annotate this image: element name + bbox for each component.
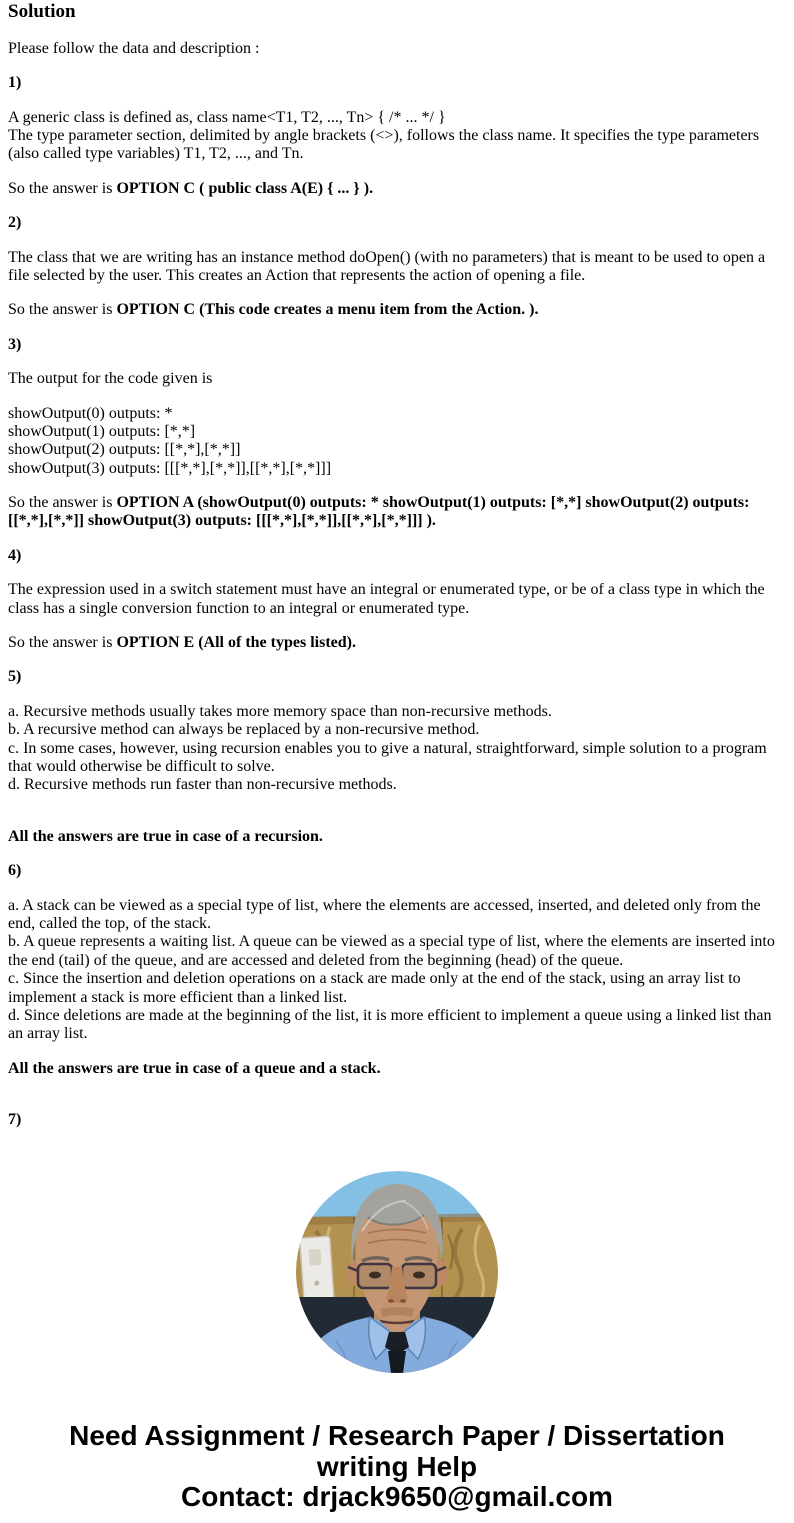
page-title: Solution bbox=[8, 1, 76, 22]
option-line: a. A stack can be viewed as a special type of list, where the elements are accessed, inserted, and deleted only from the end, called the top, of the stack. bbox=[8, 896, 761, 932]
output-line: showOutput(2) outputs: [[*,*],[*,*]] bbox=[8, 441, 241, 459]
answer-prefix: So the answer is bbox=[8, 301, 117, 319]
body-line: The expression used in a switch statement must have an integral or enumerated type, or be of a class type in which the class has a single conversion function to an integral or enumerated type. bbox=[8, 581, 765, 617]
footer-line-2: writing Help bbox=[316, 1450, 478, 1482]
section-2-body bbox=[8, 249, 786, 286]
solution-document bbox=[8, 0, 786, 1512]
footer-contact-line: Contact: drjack9650@gmail.com bbox=[181, 1480, 613, 1512]
section-1-body bbox=[8, 109, 786, 164]
option-line: b. A recursive method can always be replaced by a non-recursive method. bbox=[8, 721, 480, 739]
option-line: d. Recursive methods run faster than non-recursive methods. bbox=[8, 776, 397, 794]
output-line: showOutput(1) outputs: [*,*] bbox=[8, 422, 196, 440]
body-line: The type parameter section, delimited by angle brackets (<>), follows the class name. It specifies the type parameters (also called type variables) T1, T2, ..., and Tn. bbox=[8, 127, 760, 163]
section-4-body bbox=[8, 581, 786, 618]
section-3-intro: The output for the code given is bbox=[8, 370, 213, 388]
answer-prefix: So the answer is bbox=[8, 634, 117, 652]
section-6-options bbox=[8, 897, 786, 1044]
section-4-answer bbox=[8, 634, 786, 652]
section-5-options bbox=[8, 703, 786, 795]
output-line: showOutput(0) outputs: * bbox=[8, 404, 173, 422]
footer-line-1: Need Assignment / Research Paper / Dissertation bbox=[69, 1420, 725, 1452]
answer-prefix: So the answer is bbox=[8, 494, 117, 512]
option-line: c. In some cases, however, using recursion enables you to give a natural, straightforward, simple solution to a program that would otherwise be difficult to solve. bbox=[8, 739, 767, 775]
option-line: a. Recursive methods usually takes more memory space than non-recursive methods. bbox=[8, 702, 552, 720]
section-7-number: 7) bbox=[8, 1111, 22, 1129]
option-line: b. A queue represents a waiting list. A queue can be viewed as a special type of list, where the elements are inserted into the end (tail) of the queue, and are accessed and deleted from the beginning (head) of the queue. bbox=[8, 933, 775, 969]
section-5-conclusion: All the answers are true in case of a recursion. bbox=[8, 827, 323, 845]
answer-text: OPTION C ( public class A(E) { ... } ). bbox=[116, 179, 374, 197]
output-line: showOutput(3) outputs: [[[*,*],[*,*]],[[*,*],[*,*]]] bbox=[8, 459, 332, 477]
answer-prefix: So the answer is bbox=[8, 179, 117, 197]
answer-text: OPTION E (All of the types listed). bbox=[116, 634, 356, 652]
section-1-number: 1) bbox=[8, 74, 22, 92]
option-line: c. Since the insertion and deletion operations on a stack are made only at the end of the stack, using an array list to implement a stack is more efficient than a linked list. bbox=[8, 970, 741, 1006]
intro-text: Please follow the data and description : bbox=[8, 39, 260, 57]
section-2-answer bbox=[8, 301, 786, 319]
portrait-photo-image bbox=[296, 1171, 498, 1373]
body-line: A generic class is defined as, class name<T1, T2, ..., Tn> { /* ... */ } bbox=[8, 108, 446, 126]
switch-plate bbox=[300, 1237, 334, 1303]
footer-help-banner bbox=[8, 1421, 786, 1512]
section-6-conclusion: All the answers are true in case of a queue and a stack. bbox=[8, 1059, 381, 1077]
section-1-answer bbox=[8, 180, 786, 198]
answer-text: OPTION A (showOutput(0) outputs: * showOutput(1) outputs: [*,*] showOutput(2) outputs: [[*,*],[*,*]] showOutput(3) outputs: [[[*,*],[*,*]],[[*,*],[*,*]]] ). bbox=[8, 494, 750, 530]
section-2-number: 2) bbox=[8, 214, 22, 232]
section-6-number: 6) bbox=[8, 862, 22, 880]
portrait-photo bbox=[296, 1171, 498, 1373]
section-3-number: 3) bbox=[8, 335, 22, 353]
answer-text: OPTION C (This code creates a menu item from the Action. ). bbox=[116, 301, 539, 319]
section-3-answer bbox=[8, 494, 786, 531]
section-4-number: 4) bbox=[8, 546, 22, 564]
section-5-number: 5) bbox=[8, 668, 22, 686]
section-3-outputs bbox=[8, 405, 786, 479]
option-line: d. Since deletions are made at the beginning of the list, it is more efficient to implement a queue using a linked list than an array list. bbox=[8, 1006, 772, 1043]
body-line: The class that we are writing has an instance method doOpen() (with no parameters) that is meant to be used to open a file selected by the user. This creates an Action that represents the action of opening a file. bbox=[8, 248, 766, 284]
